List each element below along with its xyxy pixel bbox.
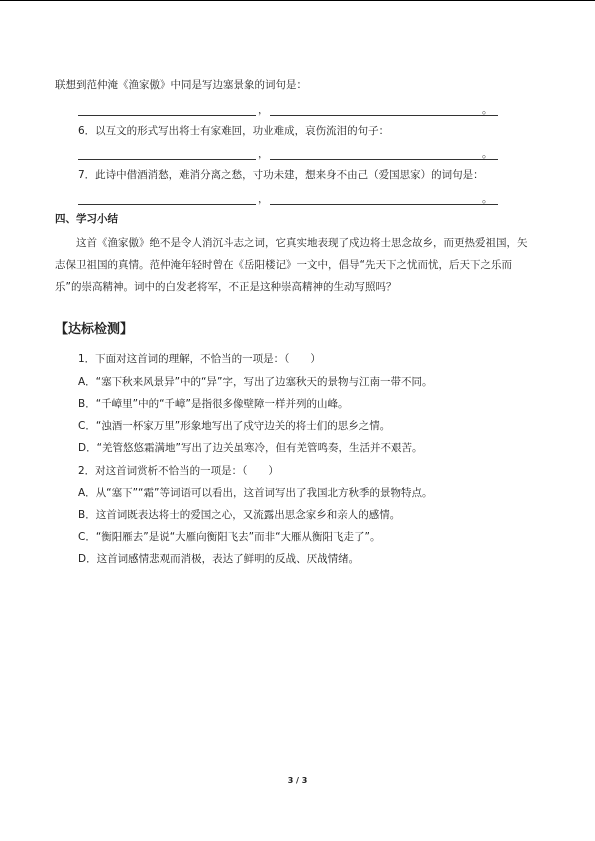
test-q1-option-b[interactable]: B．“千嶂里”中的“千嶂”是指很多像壁障一样并列的山峰。: [78, 398, 349, 410]
comma: ，: [258, 193, 269, 205]
period: 。: [482, 148, 493, 160]
answer-blank[interactable]: [78, 159, 256, 160]
comma: ，: [258, 148, 269, 160]
period: 。: [482, 104, 493, 116]
test-q1-option-a[interactable]: A．“塞下秋来风景异”中的“异”字，写出了边塞秋天的景物与江南一带不同。: [78, 376, 433, 388]
test-q1-stem: 1．下面对这首词的理解，不恰当的一项是：（ ）: [78, 353, 321, 365]
answer-blank[interactable]: [270, 159, 498, 160]
summary-paragraph: 这首《渔家傲》绝不是令人消沉斗志之词，它真实地表现了戍边将士思念故乡，而更热爱祖国，矢志保卫祖国的真情。范仲淹年轻时曾在《岳阳楼记》一文中，倡导“先天下之忧而忧，后天下之乐而乐”的崇高精神。词中的白发老将军，不正是这种崇高精神的生动写照吗？: [55, 237, 528, 293]
question-7: 7．此诗中借酒消愁，难消分离之愁，寸功未建，想来身不由己（爱国思家）的词句是：: [78, 169, 484, 181]
answer-row-1: [78, 102, 498, 116]
test-heading: 【达标检测】: [55, 322, 134, 337]
answer-blank[interactable]: [78, 115, 256, 116]
test-q2-option-c[interactable]: C．“衡阳雁去”是说“大雁向衡阳飞去”而非“大雁从衡阳飞走了”。: [78, 531, 381, 543]
answer-blank[interactable]: [270, 204, 498, 205]
test-q2-stem: 2．对这首词赏析不恰当的一项是：（ ）: [78, 465, 279, 477]
intro-line: 联想到范仲淹《渔家傲》中同是写边塞景象的词句是：: [55, 79, 307, 91]
test-q2-option-d[interactable]: D．这首词感情悲观而消极，表达了鲜明的反战、厌战情绪。: [78, 553, 360, 565]
question-6: 6．以互文的形式写出将士有家难回，功业难成，哀伤流泪的句子：: [78, 125, 390, 137]
test-q1-option-d[interactable]: D．“羌管悠悠霜满地”写出了边关虽寒冷，但有羌管鸣奏，生活并不艰苦。: [78, 442, 423, 454]
answer-row-7: [78, 191, 498, 205]
period: 。: [482, 193, 493, 205]
test-q1-option-c[interactable]: C．“浊酒一杯家万里”形象地写出了戍守边关的将士们的思乡之情。: [78, 420, 391, 432]
page-number: 3 / 3: [287, 776, 308, 785]
top-rule: [0, 0, 595, 1]
answer-blank[interactable]: [78, 204, 256, 205]
answer-blank[interactable]: [270, 115, 498, 116]
section-4-heading: 四、学习小结: [55, 213, 118, 225]
test-q2-option-b[interactable]: B．这首词既表达将士的爱国之心，又流露出思念家乡和亲人的感情。: [78, 509, 401, 521]
test-q2-option-a[interactable]: A．从“塞下”“霜”等词语可以看出，这首词写出了我国北方秋季的景物特点。: [78, 487, 433, 499]
answer-row-6: [78, 146, 498, 160]
comma: ，: [258, 104, 269, 116]
